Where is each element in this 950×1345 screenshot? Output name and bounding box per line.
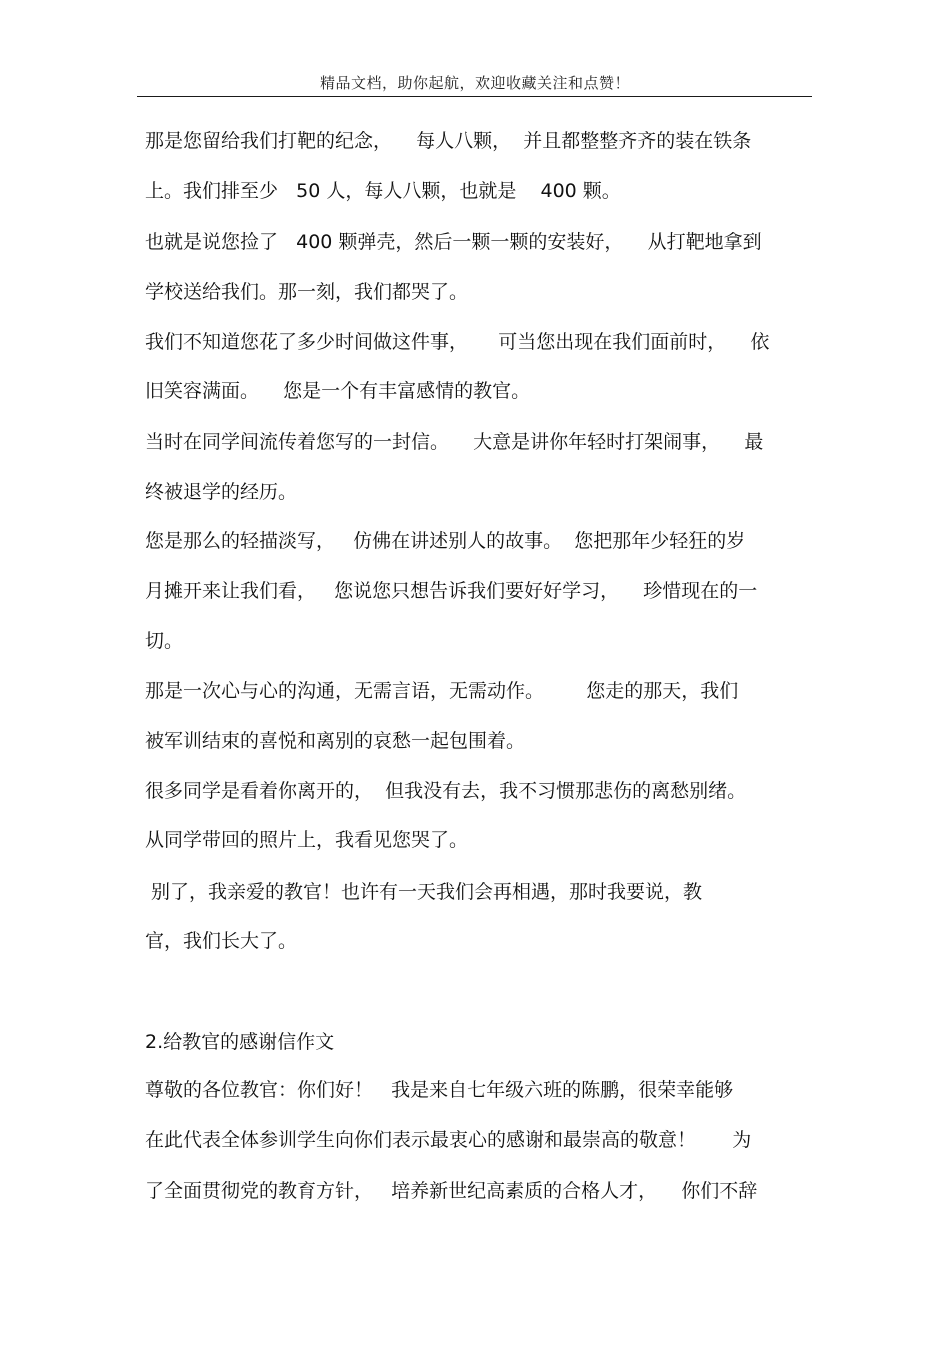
text-line: 那是一次心与心的沟通，无需言语，无需动作。 您走的那天，我们 <box>145 680 739 702</box>
section-heading: 2.给教官的感谢信作文 <box>145 1031 335 1053</box>
text-line: 也就是说您捡了 400 颗弹壳，然后一颗一颗的安装好， 从打靶地拿到 <box>145 231 762 253</box>
text-line: 从同学带回的照片上，我看见您哭了。 <box>145 829 469 851</box>
text-line: 月摊开来让我们看， 您说您只想告诉我们要好好学习， 珍惜现在的一 <box>145 580 758 602</box>
text-line: 终被退学的经历。 <box>145 481 298 503</box>
text-line: 当时在同学间流传着您写的一封信。 大意是讲你年轻时打架闹事， 最 <box>145 431 764 453</box>
text-line: 被军训结束的喜悦和离别的哀愁一起包围着。 <box>145 730 526 752</box>
text-line: 旧笑容满面。 您是一个有丰富感情的教官。 <box>145 380 531 402</box>
text-line: 我们不知道您花了多少时间做这件事， 可当您出现在我们面前时， 依 <box>145 331 770 353</box>
page-header: 精品文档，助你起航，欢迎收藏关注和点赞！ <box>319 74 630 92</box>
text-line: 切。 <box>145 630 184 652</box>
text-line: 上。我们排至少 50 人，每人八颗，也就是 400 颗。 <box>145 180 621 202</box>
text-line: 了全面贯彻党的教育方针， 培养新世纪高素质的合格人才， 你们不辞 <box>145 1180 758 1202</box>
text-line: 那是您留给我们打靶的纪念， 每人八颗， 并且都整整齐齐的装在铁条 <box>145 130 752 152</box>
text-line: 很多同学是看着你离开的， 但我没有去，我不习惯那悲伤的离愁别绪。 <box>145 780 747 802</box>
text-line: 尊敬的各位教官：你们好！ 我是来自七年级六班的陈鹏，很荣幸能够 <box>145 1079 734 1101</box>
text-line: 在此代表全体参训学生向你们表示最衷心的感谢和最崇高的敬意！ 为 <box>145 1129 752 1151</box>
text-line: 学校送给我们。那一刻，我们都哭了。 <box>145 281 469 303</box>
header-divider <box>137 96 812 97</box>
text-line: 官，我们长大了。 <box>145 930 298 952</box>
text-line: 别了，我亲爱的教官！也许有一天我们会再相遇，那时我要说，教 <box>145 881 703 903</box>
text-line: 您是那么的轻描淡写， 仿佛在讲述别人的故事。 您把那年少轻狂的岁 <box>145 530 746 552</box>
